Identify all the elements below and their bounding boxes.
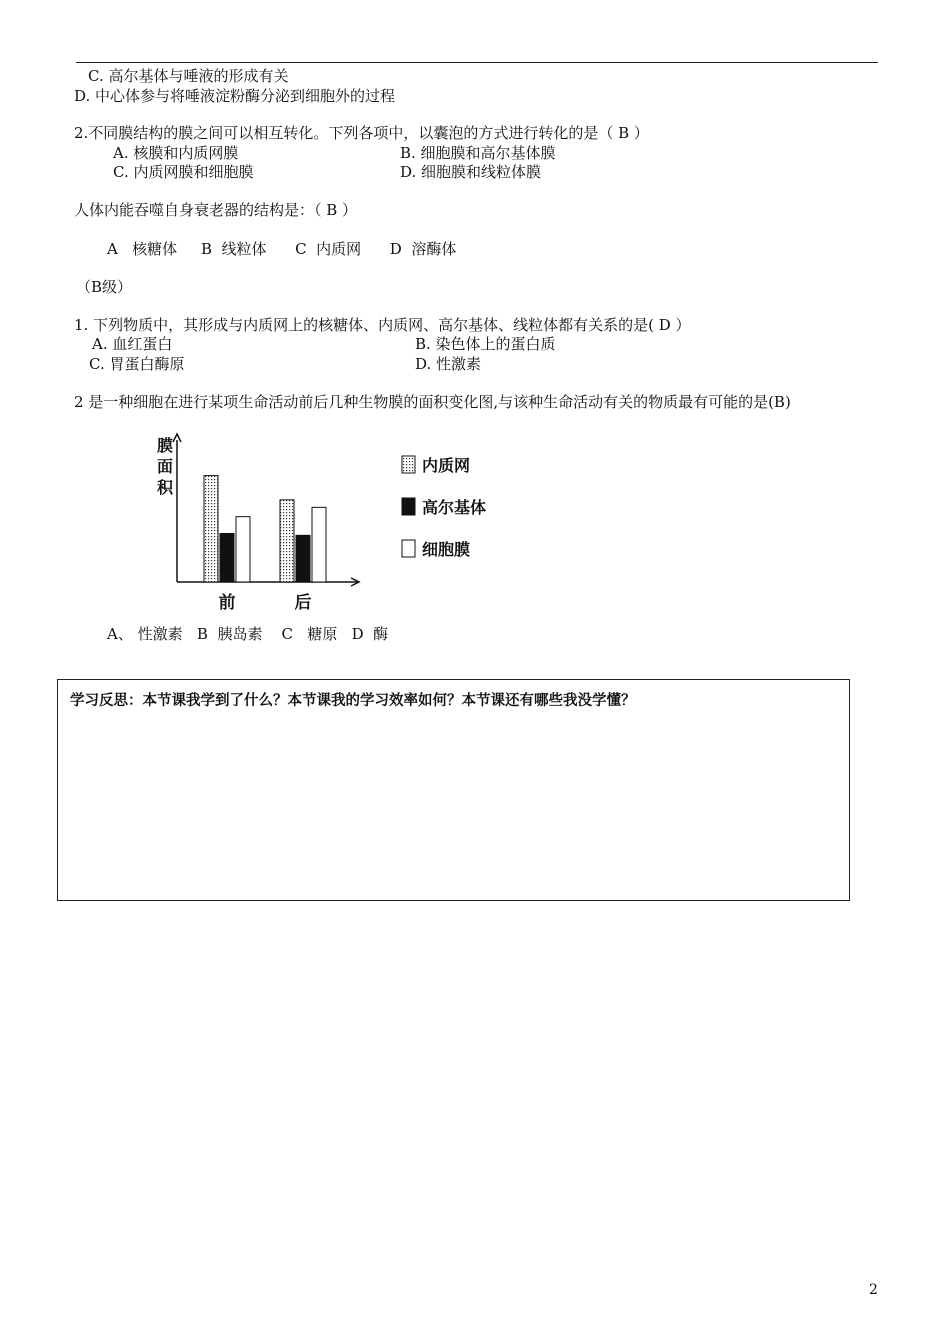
bar-细胞膜-前 — [236, 517, 250, 582]
y-axis-label-char: 积 — [157, 478, 174, 497]
bar-高尔基体-前 — [220, 533, 234, 582]
legend-label: 细胞膜 — [422, 540, 471, 559]
bar-内质网-后 — [280, 500, 294, 582]
question-2-option-c: C. 内质网膜和细胞膜 — [113, 163, 254, 181]
question-2-option-d: D. 细胞膜和线粒体膜 — [400, 163, 542, 181]
membrane-area-chart — [145, 428, 495, 620]
question-2-stem: 2.不同膜结构的膜之间可以相互转化。下列各项中，以囊泡的方式进行转化的是（ B ） — [74, 124, 649, 142]
bar-细胞膜-后 — [312, 507, 326, 582]
b-question-1-option-b: B. 染色体上的蛋白质 — [415, 335, 556, 353]
option-d-line: D. 中心体参与将唾液淀粉酶分泌到细胞外的过程 — [74, 87, 396, 105]
legend-swatch — [402, 540, 415, 557]
bar-高尔基体-后 — [296, 535, 310, 582]
y-axis-label-char: 膜 — [157, 436, 174, 455]
y-axis-label-char: 面 — [157, 457, 174, 476]
b-question-1-stem: 1. 下列物质中，其形成与内质网上的核糖体、内质网、高尔基体、线粒体都有关系的是( D ） — [74, 316, 691, 334]
b-question-2-stem: 2 是一种细胞在进行某项生命活动前后几种生物膜的面积变化图,与该种生命活动有关的物质最有可能的是(B) — [74, 393, 791, 411]
bar-内质网-前 — [204, 476, 218, 582]
question-3-options: A 核糖体 B 线粒体 C 内质网 D 溶酶体 — [107, 240, 457, 258]
legend-swatch — [402, 498, 415, 515]
b-question-1-option-a: A. 血红蛋白 — [92, 335, 173, 353]
legend-swatch — [402, 456, 415, 473]
legend-label: 高尔基体 — [422, 498, 487, 517]
x-tick-label: 前 — [218, 593, 236, 613]
legend-label: 内质网 — [422, 456, 471, 475]
question-2-option-b: B. 细胞膜和高尔基体膜 — [400, 144, 556, 162]
reflection-box — [57, 679, 850, 901]
x-tick-label: 后 — [294, 593, 312, 613]
reflection-title: 学习反思：本节课我学到了什么？本节课我的学习效率如何？本节课还有哪些我没学懂？ — [70, 693, 636, 709]
option-c-line: C. 高尔基体与唾液的形成有关 — [88, 67, 289, 85]
question-3-stem: 人体内能吞噬自身衰老器的结构是：（ B ） — [74, 201, 358, 219]
header-rule — [76, 62, 878, 63]
level-b-heading: （B级） — [76, 278, 133, 296]
b-question-2-options: A、 性激素 B 胰岛素 C 糖原 D 酶 — [107, 625, 389, 643]
page-number: 2 — [869, 1282, 878, 1298]
b-question-1-option-c: C. 胃蛋白酶原 — [89, 355, 185, 373]
question-2-option-a: A. 核膜和内质网膜 — [113, 144, 239, 162]
b-question-1-option-d: D. 性激素 — [415, 355, 482, 373]
